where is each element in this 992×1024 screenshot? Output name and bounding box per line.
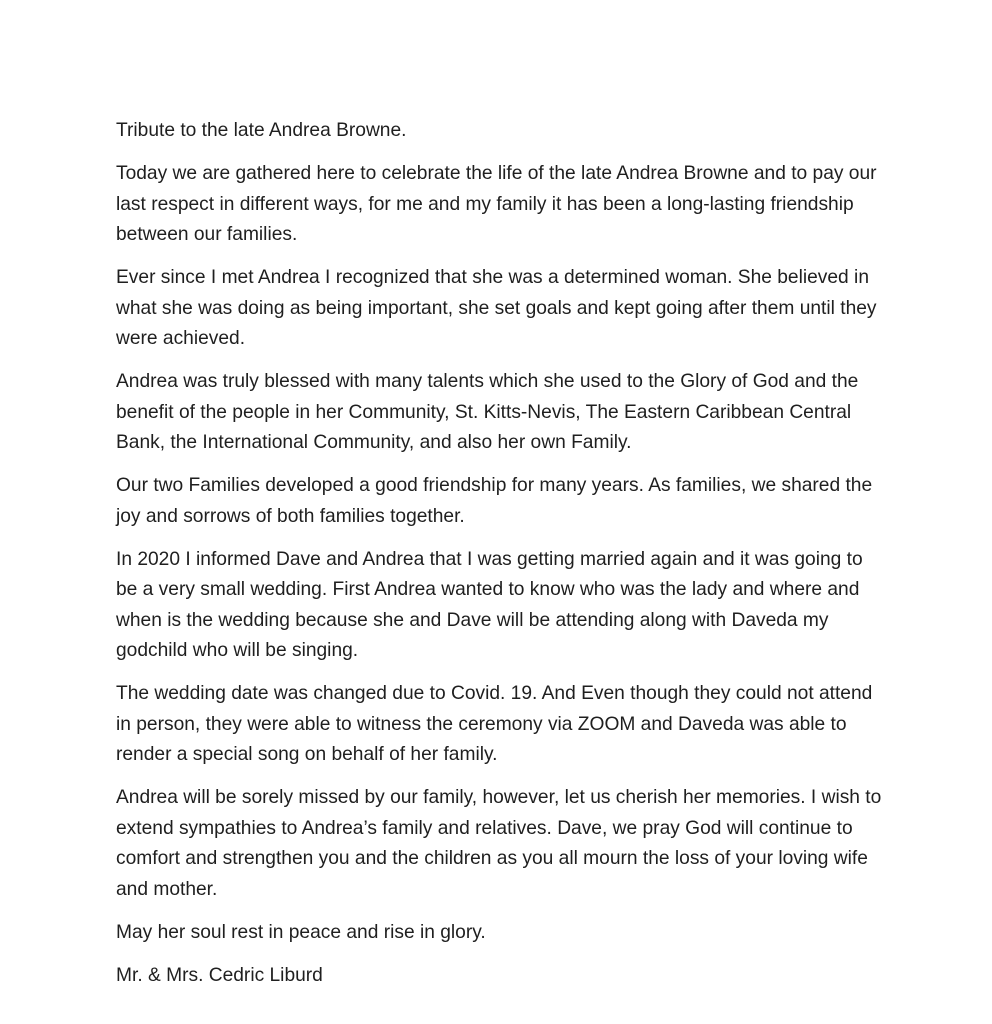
paragraph-gathering: Today we are gathered here to celebrate the life of the late Andrea Browne and to pay our last respect in different ways, for me and my family it has been a long-lasting friendship between our families. xyxy=(116,163,877,245)
paragraph-determined: Ever since I met Andrea I recognized that she was a determined woman. She believed in what she was doing as being important, she set goals and kept going after them until they were achieved. xyxy=(116,267,877,349)
paragraph-wedding: In 2020 I informed Dave and Andrea that I was getting married again and it was going to be a very small wedding. First Andrea wanted to know who was the lady and where and when is the wedding because she and Dave will be attending along with Daveda my godchild who will be singing. xyxy=(116,548,863,661)
signature: Mr. & Mrs. Cedric Liburd xyxy=(116,964,323,986)
paragraph-rest-in-peace: May her soul rest in peace and rise in glory. xyxy=(116,921,486,943)
paragraph-covid: The wedding date was changed due to Covid. 19. And Even though they could not attend in person, they were able to witness the ceremony via ZOOM and Daveda was able to render a special song on behalf of her family. xyxy=(116,683,873,765)
paragraph-friendship: Our two Families developed a good friendship for many years. As families, we shared the joy and sorrows of both families together. xyxy=(116,475,873,527)
paragraph-talents: Andrea was truly blessed with many talents which she used to the Glory of God and the benefit of the people in her Community, St. Kitts-Nevis, The Eastern Caribbean Central Bank, the International Community, and also her own Family. xyxy=(116,371,859,453)
tribute-body xyxy=(116,116,886,1004)
paragraph-sympathies: Andrea will be sorely missed by our family, however, let us cherish her memories. I wish to extend sympathies to Andrea’s family and relatives. Dave, we pray God will continue to comfort and strengthen you and the children as you all mourn the loss of your loving wife and mother. xyxy=(116,787,882,900)
document-title: Tribute to the late Andrea Browne. xyxy=(116,120,407,141)
